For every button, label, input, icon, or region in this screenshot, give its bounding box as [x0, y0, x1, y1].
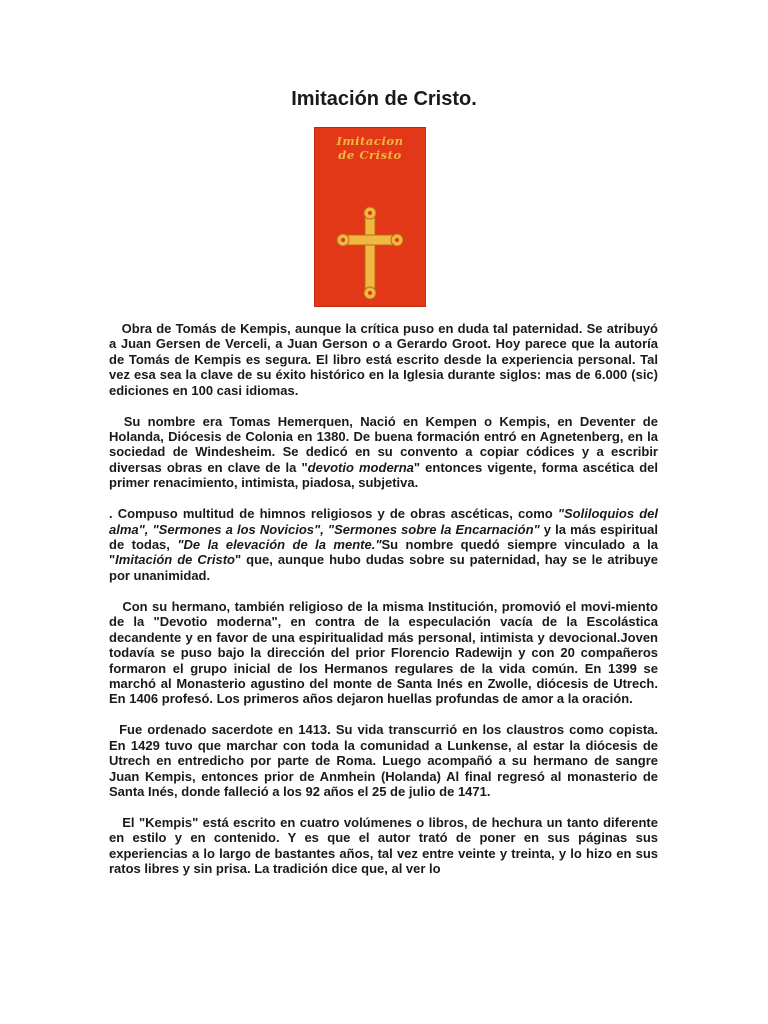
paragraph-3-text-d: " que, aunque hubo dudas sobre su paternidad, hay se le atribuye por unanimidad. — [109, 552, 658, 583]
paragraph-4 — [109, 599, 658, 707]
paragraph-2-text-b: " entonces vigente, forma ascética del primer renacimiento, intimista, piadosa, subjetiva. — [109, 459, 659, 491]
paragraph-5-text: Fue ordenado sacerdote en 1413. Su vida transcurrió en los claustros como copista. En 1429 tuvo que marchar con toda la comunidad a Lunkense, al estar la diócesis de Utrech en entredicho por parte de Roma. Luego acompañó a su hermano de sangre Juan Kempis, entonces prior de Anmhein (Holanda) Al final regresó al monasterio de Santa Inés, donde falleció a los 92 años el 25 de julio de 1471. — [109, 722, 658, 799]
paragraph-2-text-a: Su nombre era Tomas Hemerquen, Nació en Kempen o Kempis, en Deventer de Holanda, Diócesis de Colonia en 1380. De buena formación entró en Agnetenberg, en la sociedad de Windesheim. Se dedicó en su convento a copiar códices y a escribir diversas obras en clave de la " — [109, 413, 658, 475]
book-cover-image — [314, 127, 426, 307]
cover-title-line-2: de Cristo — [338, 149, 402, 162]
paragraph-3-works-list: "Soliloquios del alma", "Sermones a los Novicios", "Sermones sobre la Encarnación" — [109, 506, 658, 537]
paragraph-3 — [109, 506, 658, 583]
paragraph-3-text-a: . Compuso multitud de himnos religiosos y de obras ascéticas, como — [109, 506, 558, 522]
paragraph-2-emphasis: devotio moderna — [307, 459, 414, 475]
paragraph-3-text-b: y la más espiritual de todas, — [109, 521, 658, 553]
document-title: Imitación de Cristo. — [291, 88, 477, 110]
article-body — [109, 321, 658, 892]
paragraph-1-text: Obra de Tomás de Kempis, aunque la crítica puso en duda tal paternidad. Se atribuyó a Juan Gersen de Verceli, a Juan Gerson o a Gerardo Groot. Hoy parece que la autoría de Tomás de Kempis es segura. El libro está escrito desde la experiencia personal. Tal vez esa sea la clave de su éxito histórico en la Iglesia durante siglos: mas de 6.000 (sic) ediciones en 100 casi idiomas. — [109, 321, 658, 398]
paragraph-3-text-c: Su nombre quedó siempre vinculado a la " — [109, 537, 659, 568]
cross-icon — [314, 127, 426, 307]
paragraph-1 — [109, 321, 658, 398]
paragraph-5 — [109, 722, 658, 799]
paragraph-6-text: El "Kempis" está escrito en cuatro volúmenes o libros, de hechura un tanto diferente en estilo y en contenido. Y es que el autor trató de poner en sus páginas sus experiencias a lo largo de bastantes años, tal vez entre veinte y treinta, y lo hizo en sus ratos libres y sin prisa. La tradición dice que, al ver lo — [109, 814, 658, 877]
paragraph-3-book-title: Imitación de Cristo — [115, 552, 235, 568]
paragraph-2 — [109, 414, 658, 491]
paragraph-6 — [109, 815, 658, 877]
cover-title-line-1: Imitacion — [336, 135, 404, 148]
paragraph-3-work-title: "De la elevación de la mente." — [177, 537, 382, 553]
paragraph-4-text: Con su hermano, también religioso de la misma Institución, promovió el movi-miento de la "Devotio moderna", en contra de la especulación vacía de la Escolástica decandente y en favor de una espiritualidad más personal, intimista y devocional.Joven todavía se puso bajo la dirección del prior Florencio Radewijn y con 20 compañeros formaron el grupo inicial de los Hermanos regulares de la vida común. En 1399 se marchó al Monasterio agustino del monte de Santa Inés en Zwolle, diócesis de Utrech. En 1406 profesó. Los primeros años dejaron huellas profundas de amor a la oración. — [109, 598, 658, 707]
